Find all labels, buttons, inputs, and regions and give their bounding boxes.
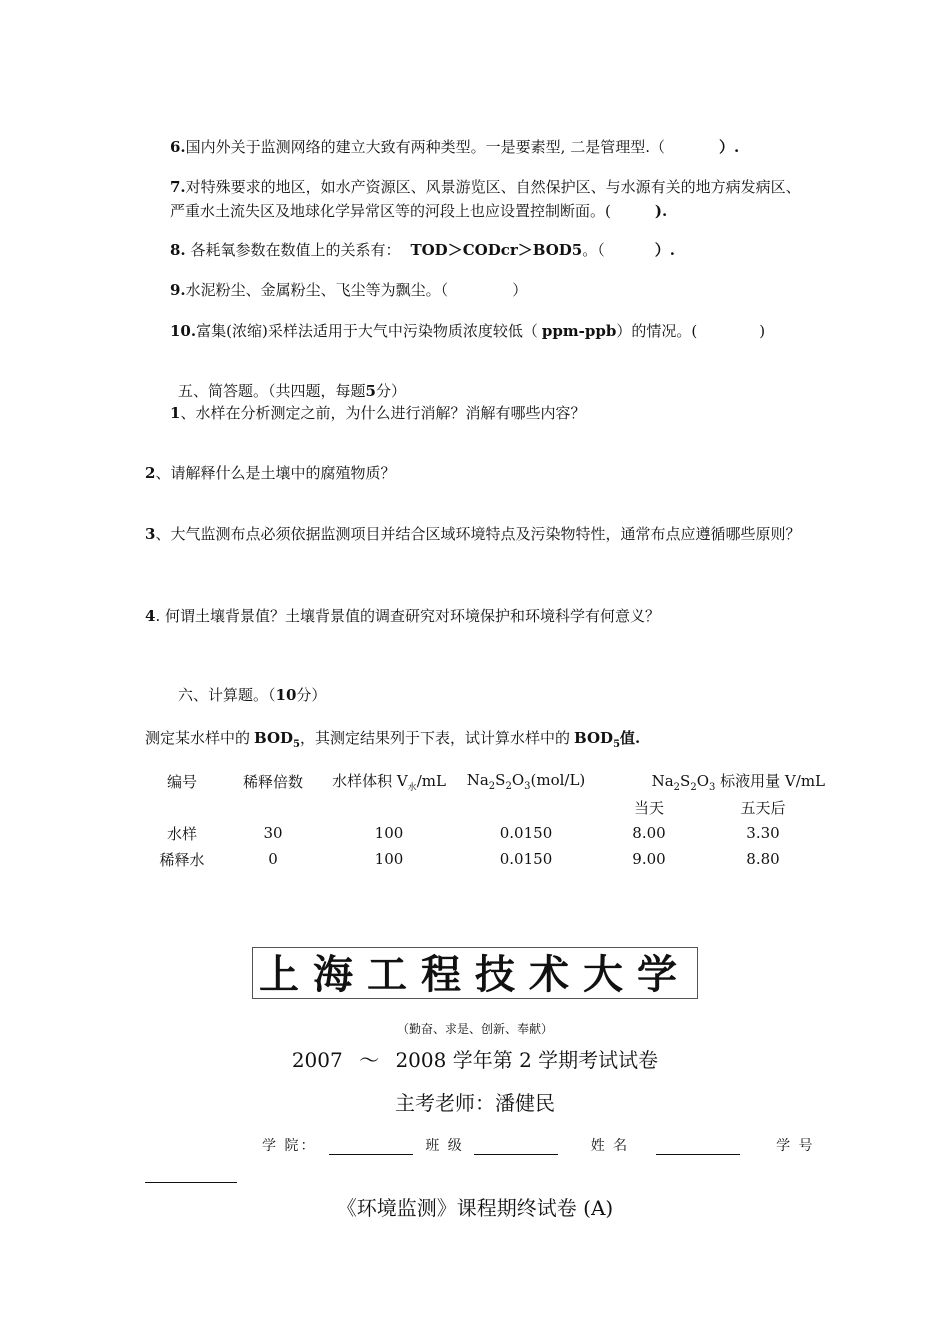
question-text: 、水样在分析测定之前，为什么进行消解？消解有哪些内容？: [180, 404, 586, 422]
volume-subscript: 水: [407, 782, 417, 793]
section6-points: 10: [275, 686, 297, 704]
question-text-end: 。（: [582, 241, 605, 259]
short-answer-3: [145, 522, 810, 546]
id-label: 学 号: [776, 1138, 815, 1154]
question-text: 国内外关于监测网络的建立大致有两种类型。一是要素型, 二是管理型.（: [185, 138, 665, 156]
table-subheader-row: [145, 794, 829, 820]
section5-points: 5: [365, 382, 376, 400]
exam-title-text: 《环境监测》课程期终试卷: [336, 1196, 577, 1220]
question-text: 水泥粉尘、金属粉尘、飞尘等为飘尘。（: [185, 281, 449, 299]
question-text: 、请解释什么是土壤中的腐殖物质？: [155, 464, 396, 482]
blank-close: ）.: [718, 138, 740, 156]
subheader-day1: 当天: [633, 798, 664, 817]
calligraphy-logo-icon: [253, 948, 697, 998]
header-volume: [327, 768, 451, 794]
logo-lettering: 上海工程技术大学: [259, 951, 691, 998]
question-6: [170, 135, 810, 159]
header-id: 编号: [166, 772, 197, 791]
blank-close: ）.: [654, 241, 675, 259]
cell-id: 稀释水: [159, 850, 205, 869]
question-text: 对特殊要求的地区，如水产资源区、风景游览区、自然保护区、与水源有关的地方病发病区、严重水土流失区及地球化学异常区等的河段上也应设置控制断面。(: [170, 178, 801, 220]
college-label: 学 院：: [262, 1138, 317, 1154]
question-number: 3: [145, 525, 156, 543]
name-field[interactable]: [656, 1140, 740, 1155]
bod-subscript-2: 5: [613, 739, 621, 750]
calc-intro: [145, 727, 640, 750]
cell-volume: 100: [374, 824, 404, 842]
oxygen-formula: TOD＞CODcr＞BOD5: [410, 241, 583, 259]
bod-results-table: [145, 768, 829, 872]
cell-volume: 100: [374, 850, 404, 868]
blank-close: ）: [512, 281, 528, 299]
name-label: 姓 名: [590, 1138, 630, 1154]
concentration-range: ppm-ppb: [541, 322, 617, 340]
cell-concentration: 0.0150: [499, 850, 553, 868]
cell-concentration: 0.0150: [499, 824, 553, 842]
question-text: 富集(浓缩)采样法适用于大气中污染物质浓度较低（: [196, 322, 538, 340]
cell-day5: 3.30: [746, 824, 780, 842]
cell-day5: 8.80: [746, 850, 780, 868]
cell-day1: 9.00: [632, 850, 666, 868]
blank-close: ).: [654, 202, 668, 220]
question-number: 7.: [170, 178, 186, 196]
bod-label-2: BOD: [574, 729, 614, 747]
subheader-day5: 五天后: [740, 798, 786, 817]
question-9: [170, 278, 810, 302]
section5-title-end: 分）: [375, 382, 406, 400]
section6-title-end: 分）: [296, 686, 327, 704]
header-titrant: $Na_2S_2O_3$ 标液用量 V/mL: [651, 771, 825, 793]
student-info-fields: [262, 1135, 815, 1155]
question-number: 8.: [170, 241, 186, 259]
exam-title: [0, 1192, 950, 1221]
short-answer-4: [145, 605, 660, 626]
question-text: 、大气监测布点必须依据监测项目并结合区域环境特点及污染物特性，通常布点应遵循哪些原则？: [155, 525, 801, 543]
cell-id: 水样: [166, 824, 197, 843]
header-dilution: 稀释倍数: [242, 772, 303, 791]
section6-title-text: 六、计算题。（: [178, 686, 276, 704]
year-end: 2008: [395, 1048, 447, 1072]
question-number: 10.: [170, 322, 197, 340]
year-separator: ～: [359, 1048, 380, 1072]
header-concentration: $Na_2S_2O_3(mol/L)$: [466, 770, 586, 792]
question-8: [170, 238, 810, 262]
question-text: . 何谓土壤背景值？土壤背景值的调查研究对环境保护和环境科学有何意义？: [155, 607, 660, 625]
exam-term-line: [0, 1044, 950, 1073]
question-number: 6.: [170, 138, 186, 156]
intro-text: 测定某水样中的: [145, 729, 251, 747]
section5-title-text: 五、简答题。（共四题，每题: [178, 382, 366, 400]
question-number: 4: [145, 607, 156, 625]
table-row: [145, 820, 829, 846]
university-logo: [252, 947, 698, 999]
college-field[interactable]: [329, 1140, 413, 1155]
year-start: 2007: [291, 1048, 343, 1072]
question-10: [170, 319, 810, 343]
table-header-row: [145, 768, 829, 794]
class-field[interactable]: [474, 1140, 558, 1155]
short-answer-1: [170, 402, 585, 423]
examiner: 主考老师：潘健民: [395, 1091, 555, 1115]
section6-title: [178, 684, 326, 705]
exam-variant: (A): [583, 1196, 614, 1220]
question-text-end: ）的情况。(: [616, 322, 698, 340]
term-number: 2: [519, 1048, 532, 1072]
student-id-field[interactable]: [145, 1182, 237, 1183]
intro-text-2: ，其测定结果列于下表，试计算水样中的: [300, 729, 571, 747]
table-row: [145, 846, 829, 872]
bod-label: BOD: [254, 729, 294, 747]
question-text: 各耗氧参数在数值上的关系有：: [185, 241, 401, 259]
cell-dilution: 0: [268, 850, 278, 868]
question-7: [170, 175, 815, 223]
cell-day1: 8.00: [632, 824, 666, 842]
university-motto: （勤奋、求是、创新、奉献）: [396, 1022, 553, 1036]
short-answer-2: [145, 462, 395, 483]
bod-subscript: 5: [293, 739, 301, 750]
volume-label: 水样体积 V: [332, 771, 408, 790]
question-number: 1: [170, 404, 181, 422]
year-text: 学年第: [452, 1048, 513, 1072]
term-text: 学期考试试卷: [538, 1048, 659, 1072]
volume-unit: /mL: [416, 771, 446, 790]
class-label: 班 级: [425, 1138, 464, 1154]
blank-close: ): [759, 322, 766, 340]
cell-dilution: 30: [263, 824, 283, 842]
intro-text-end: 值.: [620, 729, 641, 747]
question-number: 9.: [170, 281, 186, 299]
section5-title: [178, 380, 406, 401]
question-number: 2: [145, 464, 156, 482]
